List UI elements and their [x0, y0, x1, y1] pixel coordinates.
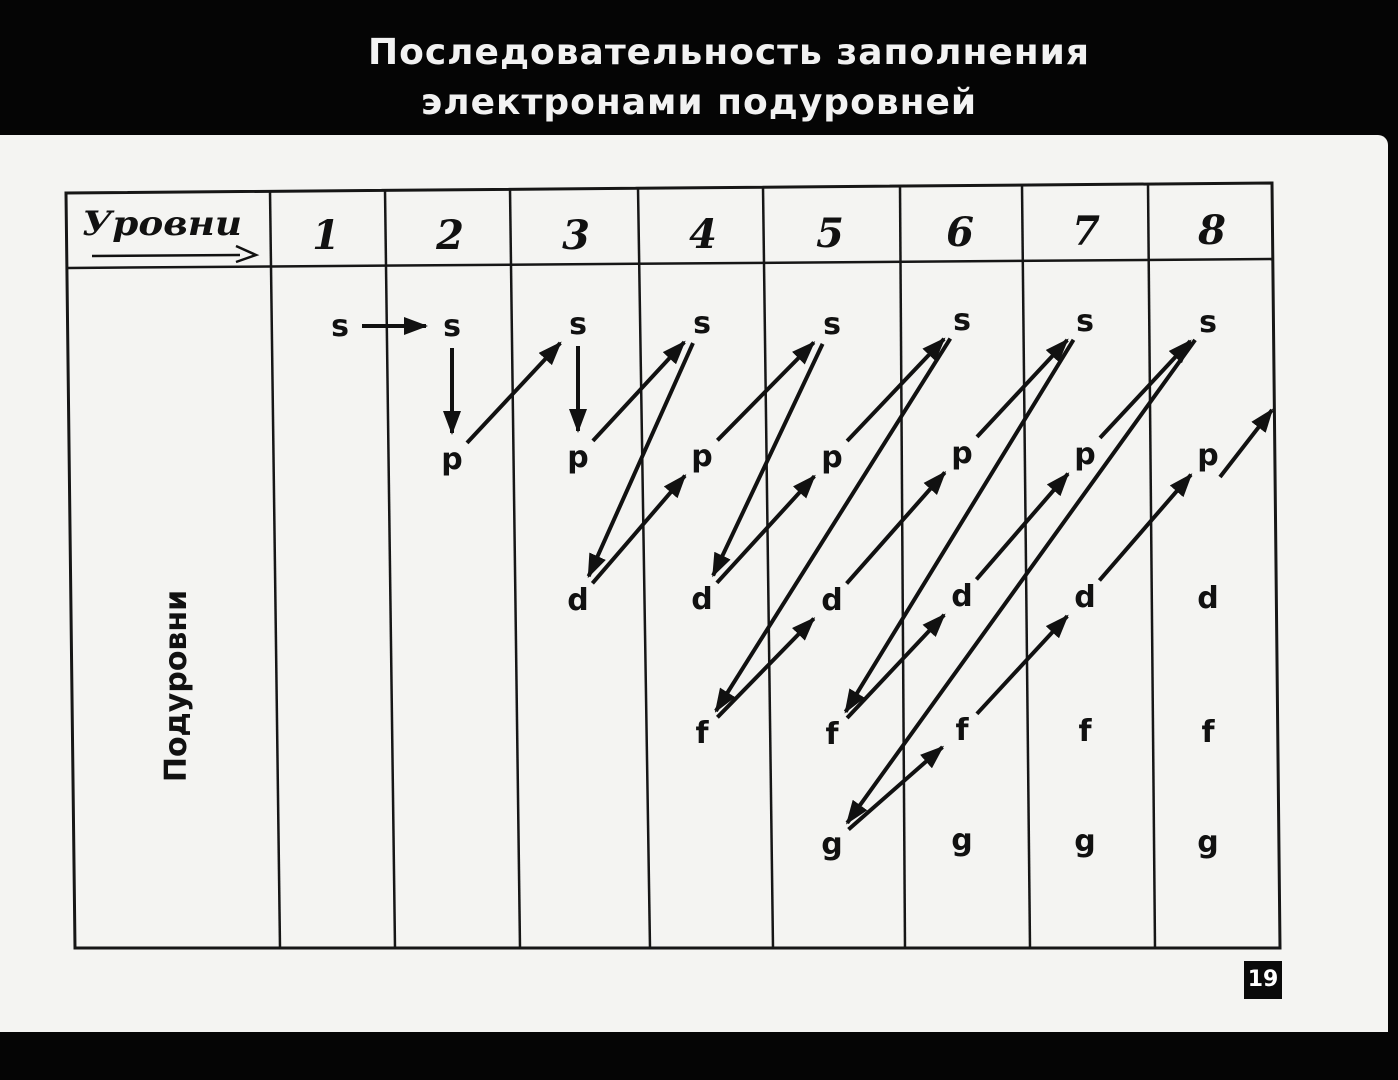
arrow-6s-to-4f — [716, 339, 950, 711]
sublevel-8f: f — [1201, 715, 1215, 750]
sublevel-5p: p — [821, 440, 843, 475]
arrow-8p-continuation — [1220, 410, 1272, 477]
sublevel-4s: s — [693, 306, 711, 341]
sublevel-7g: g — [1074, 824, 1096, 859]
table-frame — [66, 183, 1280, 948]
sublevel-6d: d — [951, 579, 973, 614]
arrow-4d-to-5p — [717, 476, 815, 583]
sublevel-7d: d — [1074, 580, 1096, 615]
sublevels-row-label: Подуровни — [159, 589, 194, 783]
arrow-3d-to-4p — [592, 476, 685, 584]
level-header-7: 7 — [1072, 208, 1100, 255]
sublevel-8s: s — [1199, 305, 1217, 340]
arrow-6d-to-7p — [976, 474, 1068, 580]
level-header-8: 8 — [1198, 207, 1226, 254]
level-header-5: 5 — [816, 210, 844, 257]
arrow-8s-to-5g — [847, 340, 1195, 823]
sublevel-4f: f — [695, 716, 709, 751]
arrow-6f-to-7d — [977, 616, 1067, 714]
sublevel-6f: f — [955, 713, 969, 748]
sublevel-4p: p — [691, 439, 713, 474]
title-line-2: электронами подуровней — [420, 82, 978, 123]
header-separator — [68, 259, 1274, 268]
sublevel-7s: s — [1076, 304, 1094, 339]
levels-arrow-line — [92, 255, 240, 256]
level-header-6: 6 — [946, 209, 974, 256]
level-header-2: 2 — [436, 212, 464, 259]
sublevel-2s: s — [443, 309, 461, 344]
slide-number-badge: 19 — [1244, 961, 1282, 999]
level-headers — [312, 207, 1226, 259]
sublevel-7f: f — [1078, 714, 1092, 749]
sublevel-5d: d — [821, 583, 843, 618]
arrow-7d-to-8p — [1099, 475, 1191, 581]
arrow-7p-to-8s — [1100, 341, 1190, 438]
sublevel-7p: p — [1074, 437, 1096, 472]
level-header-3: 3 — [562, 212, 590, 259]
level-header-1: 1 — [312, 212, 340, 259]
arrow-5d-to-6p — [847, 473, 945, 584]
levels-corner-label: Уровни — [82, 204, 242, 244]
sublevel-4d: d — [691, 582, 713, 617]
filling-order-arrows — [362, 326, 1272, 830]
sublevel-3d: d — [567, 583, 589, 618]
arrow-5g-to-6f — [849, 747, 943, 829]
sublevel-6s: s — [953, 303, 971, 338]
sublevel-8g: g — [1197, 825, 1219, 860]
sublevel-3s: s — [569, 307, 587, 342]
sublevel-2p: p — [441, 442, 463, 477]
column-dividers — [270, 184, 1155, 948]
sublevel-5s: s — [823, 307, 841, 342]
sublevel-letters — [331, 303, 1219, 862]
arrow-7s-to-5f — [846, 340, 1074, 712]
sublevel-5f: f — [825, 717, 839, 752]
level-header-4: 4 — [689, 211, 717, 258]
sublevel-1s: s — [331, 309, 349, 344]
title-line-1: Последовательность заполнения — [367, 32, 1091, 73]
sublevel-6g: g — [951, 823, 973, 858]
sublevel-5g: g — [821, 827, 843, 862]
sublevel-6p: p — [951, 436, 973, 471]
sublevel-8d: d — [1197, 581, 1219, 616]
sublevel-3p: p — [567, 440, 589, 475]
sublevel-8p: p — [1197, 438, 1219, 473]
